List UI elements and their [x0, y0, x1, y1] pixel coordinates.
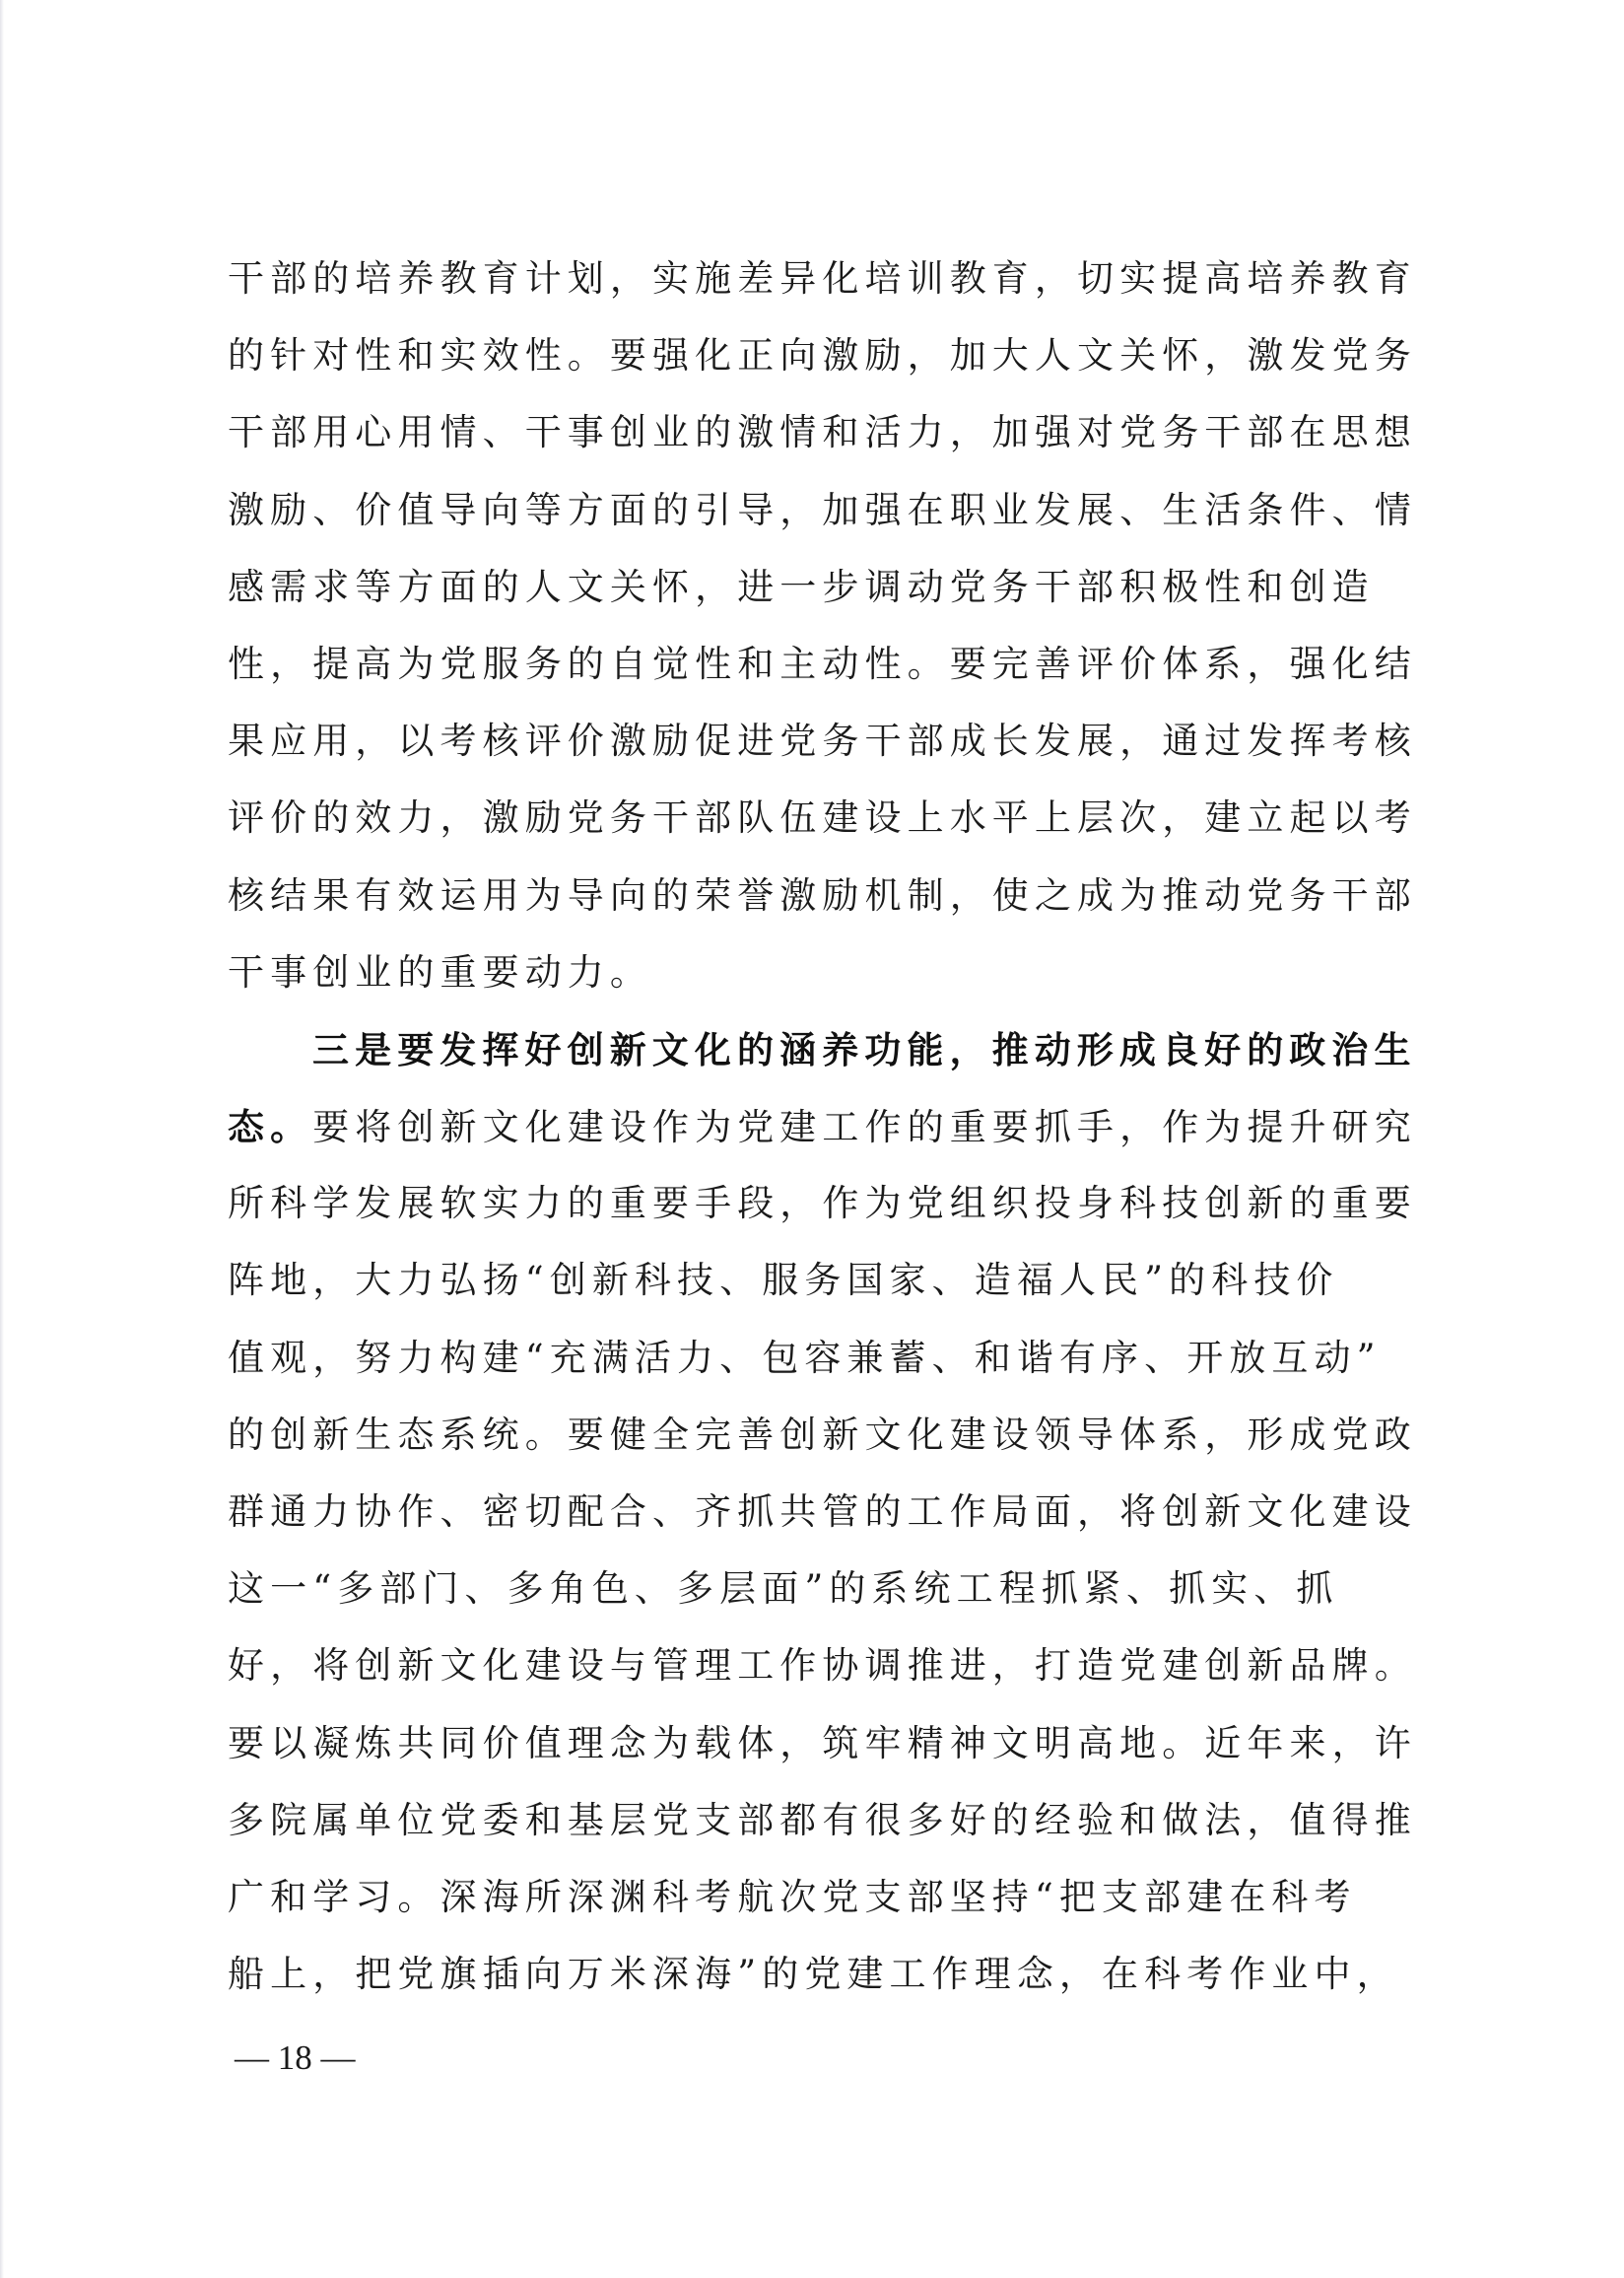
page-number: — 18 —	[235, 2038, 356, 2077]
text-line: 干部的培养教育计划，实施差异化培训教育，切实提高培养教育	[228, 257, 1417, 300]
text-line-rest: 要将创新文化建设作为党建工作的重要抓手，作为提升研究	[312, 1106, 1417, 1149]
document-body	[228, 241, 1435, 2013]
text-line: 评价的效力，激励党务干部队伍建设上水平上层次，建立起以考	[228, 796, 1417, 840]
text-line: 核结果有效运用为导向的荣誉激励机制，使之成为推动党务干部	[228, 873, 1417, 917]
text-line: 多院属单位党委和基层党支部都有很多好的经验和做法，值得推	[228, 1798, 1417, 1841]
text-line: 阵地，大力弘扬“创新科技、服务国家、造福人民”的科技价	[228, 1259, 1339, 1302]
text-line: 好，将创新文化建设与管理工作协调推进，打造党建创新品牌。	[228, 1644, 1417, 1688]
text-line: 感需求等方面的人文关怀，进一步调动党务干部积极性和创造	[228, 565, 1375, 608]
section-heading-end: 态。	[228, 1105, 313, 1149]
scan-edge	[0, 0, 4, 2278]
text-line: 这一“多部门、多角色、多层面”的系统工程抓紧、抓实、抓	[228, 1567, 1339, 1611]
text-line: 要以凝炼共同价值理念为载体，筑牢精神文明高地。近年来，许	[228, 1721, 1417, 1764]
text-line: 所科学发展软实力的重要手段，作为党组织投身科技创新的重要	[228, 1182, 1417, 1225]
text-line: 值观，努力构建“充满活力、包容兼蓄、和谐有序、开放互动”	[228, 1336, 1382, 1379]
text-line: 性，提高为党服务的自觉性和主动性。要完善评价体系，强化结	[228, 642, 1417, 685]
text-line: 干部用心用情、干事创业的激情和活力，加强对党务干部在思想	[228, 411, 1417, 454]
text-line: 果应用，以考核评价激励促进党务干部成长发展，通过发挥考核	[228, 720, 1417, 763]
text-line	[228, 1088, 1435, 1165]
text-line: 干事创业的重要动力。	[228, 950, 652, 994]
text-line: 的针对性和实效性。要强化正向激励，加大人文关怀，激发党务	[228, 334, 1417, 378]
text-line: 广和学习。深海所深渊科考航次党支部坚持“把支部建在科考	[228, 1875, 1357, 1918]
section-heading-line: 三是要发挥好创新文化的涵养功能，推动形成良好的政治生	[312, 1027, 1417, 1071]
text-line: 激励、价值导向等方面的引导，加强在职业发展、生活条件、情	[228, 488, 1417, 531]
text-line: 群通力协作、密切配合、齐抓共管的工作局面，将创新文化建设	[228, 1490, 1417, 1533]
text-line: 的创新生态系统。要健全完善创新文化建设领导体系，形成党政	[228, 1413, 1417, 1456]
text-line: 船上，把党旗插向万米深海”的党建工作理念，在科考作业中，	[228, 1953, 1399, 1996]
